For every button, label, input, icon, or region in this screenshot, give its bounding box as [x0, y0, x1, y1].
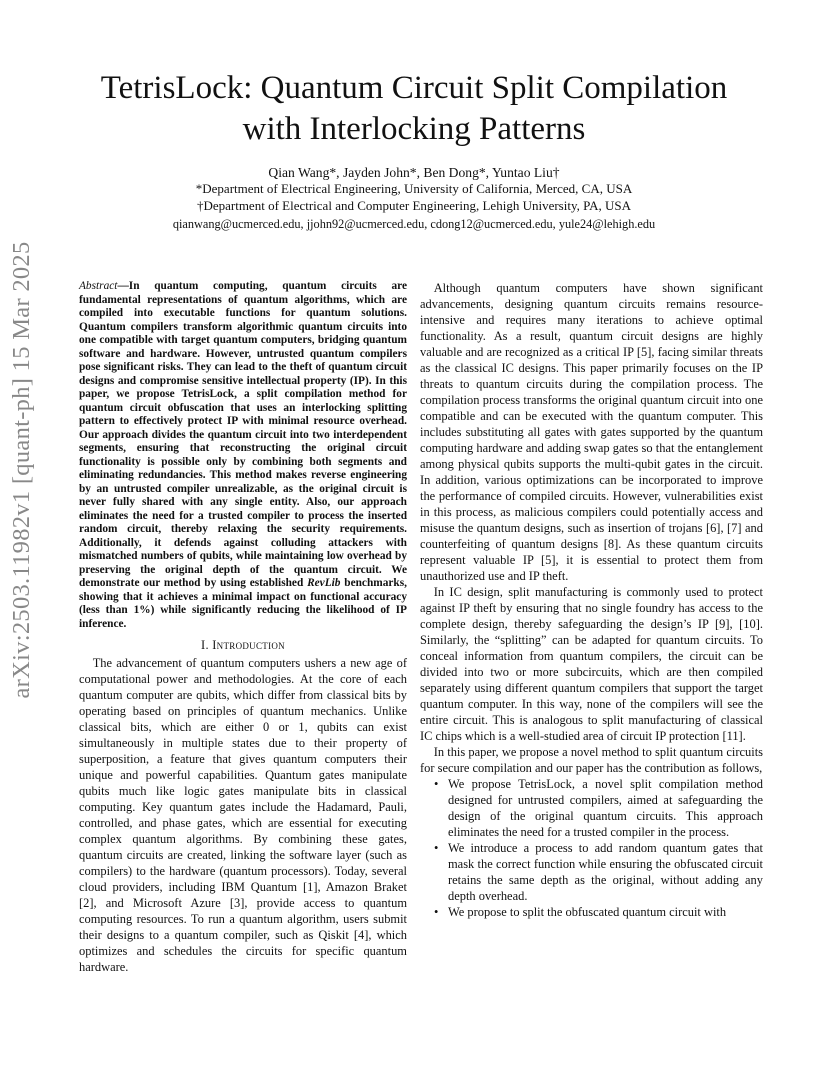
- abstract-text-part-2: benchmarks, showing that it achieves a minimal impact on functional accuracy (less than 1%) while significantly reducing the likelihood of IP inference.: [79, 577, 407, 630]
- section-number: I.: [201, 638, 209, 652]
- intro-paragraph: The advancement of quantum computers ushers a new age of computational power and methodologies. At the core of each quantum computer are qubits, which differ from classical bits by operating based on principles of quantum mechanics. Unlike classical bits, which are either 0 or 1, qubits can exist simultaneously in multiple states due to their property of superposition, a feature that gives quantum computers their unique and powerful capabilities. Quantum gates manipulate qubits much like logic gates manipulate bits in classical computing. Key quantum gates include the Hadamard, Pauli, controlled, and phase gates, which are essential for executing complex quantum algorithms. By combining these gates, quantum circuits are created, linking the software layer (such as compilers) to the hardware (quantum processors). Today, several cloud providers, including IBM Quantum [1], Amazon Braket [2], and Microsoft Azure [3], provide access to quantum computing resources. To run a quantum algorithm, users submit their designs to a quantum compiler, such as Qiskit [4], which optimizes and schedules the circuits for specific quantum hardware.: [79, 656, 407, 974]
- abstract-label: Abstract: [79, 280, 118, 292]
- section-title: Introduction: [212, 638, 285, 652]
- left-column: [79, 280, 407, 975]
- abstract-text-part-1: —In quantum computing, quantum circuits are fundamental representations of quantum algorithms, which are compiled into executable functions for quantum solutions. Quantum compilers transform algorithmic quantum circuits into one compatible with target quantum computers, bridging quantum software and hardware. However, untrusted quantum compilers pose significant risks. They can lead to the theft of quantum circuit designs and compromise sensitive intellectual property (IP). In this paper, we propose TetrisLock, a split compilation method for quantum circuit obfuscation that uses an interlocking splitting pattern to effectively protect IP with minimal resource overhead. Our approach divides the quantum circuit into two interdependent segments, ensuring that reconstructing the original circuit functionality is possible only by combining both segments and eliminating redundancies. This method makes reverse engineering by an untrusted compiler unrealizable, as the original circuit is never fully shared with any single entity. Also, our approach eliminates the need for a trusted compiler to process the inserted random circuit, thereby relaxing the security requirements. Additionally, it defends against colluding attackers with mismatched numbers of qubits, while maintaining low overhead by preserving the original depth of the quantum circuit. We demonstrate our method by using established: [79, 280, 407, 589]
- right-column: [420, 280, 763, 920]
- paragraph-contributions-intro: In this paper, we propose a novel method to split quantum circuits for secure compilation and our paper has the contribution as follows,: [420, 745, 763, 775]
- contribution-item: • We propose TetrisLock, a novel split compilation method designed for untrusted compilers, aimed at safeguarding the design of the original quantum circuits. This approach eliminates the need for a trusted compiler in the process.: [420, 776, 763, 840]
- arxiv-identifier[interactable]: arXiv:2503.11982v1 [quant-ph] 15 Mar 2025: [8, 241, 35, 699]
- contribution-list: [420, 776, 763, 920]
- section-heading-introduction: [79, 637, 407, 653]
- paragraph-split-manufacturing: In IC design, split manufacturing is commonly used to protect against IP theft by ensuring that no single foundry has access to the complete design, thereby safeguarding the design’s IP [9], [10]. Similarly, the “splitting” can be adapted for quantum circuits. To conceal information from quantum compilers, the circuit can be divided into two or more subcircuits, which are then compiled separately using different quantum compilers that support the target quantum computer. In this way, none of the compilers will see the entire circuit. This is analogous to split manufacturing of classical IC chips which is a well-studied area of circuit IP protection [11].: [420, 585, 763, 743]
- revlib-name: RevLib: [307, 577, 341, 589]
- paper-title: [60, 68, 768, 150]
- author-list: Qian Wang*, Jayden John*, Ben Dong*, Yuntao Liu†: [268, 165, 560, 180]
- paragraph-ip-threats: Although quantum computers have shown significant advancements, designing quantum circuits remains resource-intensive and requires many iterations to achieve optimal functionality. As a result, quantum circuit designs are highly valuable and are recognized as a critical IP [5], facing similar threats as the classical IC designs. This paper primarily focuses on the IP threats to quantum circuits during the compilation process. The compilation process transforms the original quantum circuit into one compatible and can be executed with the quantum computer. This includes substituting all gates with gates supported by the quantum computing hardware and adding swap gates so that the entanglement among physical qubits supports the multi-qubit gates in the circuit. In addition, various optimizations can be incorporated to improve the performance of compiled circuits. However, vulnerabilities exist in this process, as malicious compilers could potentially access and misuse the quantum designs, such as insertion of trojans [6], [7] and counterfeiting of quantum designs [8]. As these quantum circuits represent valuable IP [5], it is essential to protect them from unauthorized use and IP theft.: [420, 281, 763, 583]
- contribution-item: • We propose to split the obfuscated quantum circuit with: [420, 904, 763, 920]
- title-line-1: TetrisLock: Quantum Circuit Split Compilation: [100, 70, 728, 106]
- author-emails[interactable]: qianwang@ucmerced.edu, jjohn92@ucmerced.edu, cdong12@ucmerced.edu, yule24@lehigh.edu: [172, 217, 656, 231]
- affiliation-merced: *Department of Electrical Engineering, University of California, Merced, CA, USA: [195, 181, 633, 196]
- abstract: [79, 280, 407, 631]
- affiliation-lehigh: †Department of Electrical and Computer Engineering, Lehigh University, PA, USA: [196, 198, 632, 213]
- title-line-2: with Interlocking Patterns: [242, 111, 586, 147]
- arxiv-watermark: [0, 0, 46, 1072]
- contribution-item: • We introduce a process to add random quantum gates that mask the correct function while ensuring the obfuscated circuit retains the same depth as the original, without adding any depth overhead.: [420, 840, 763, 904]
